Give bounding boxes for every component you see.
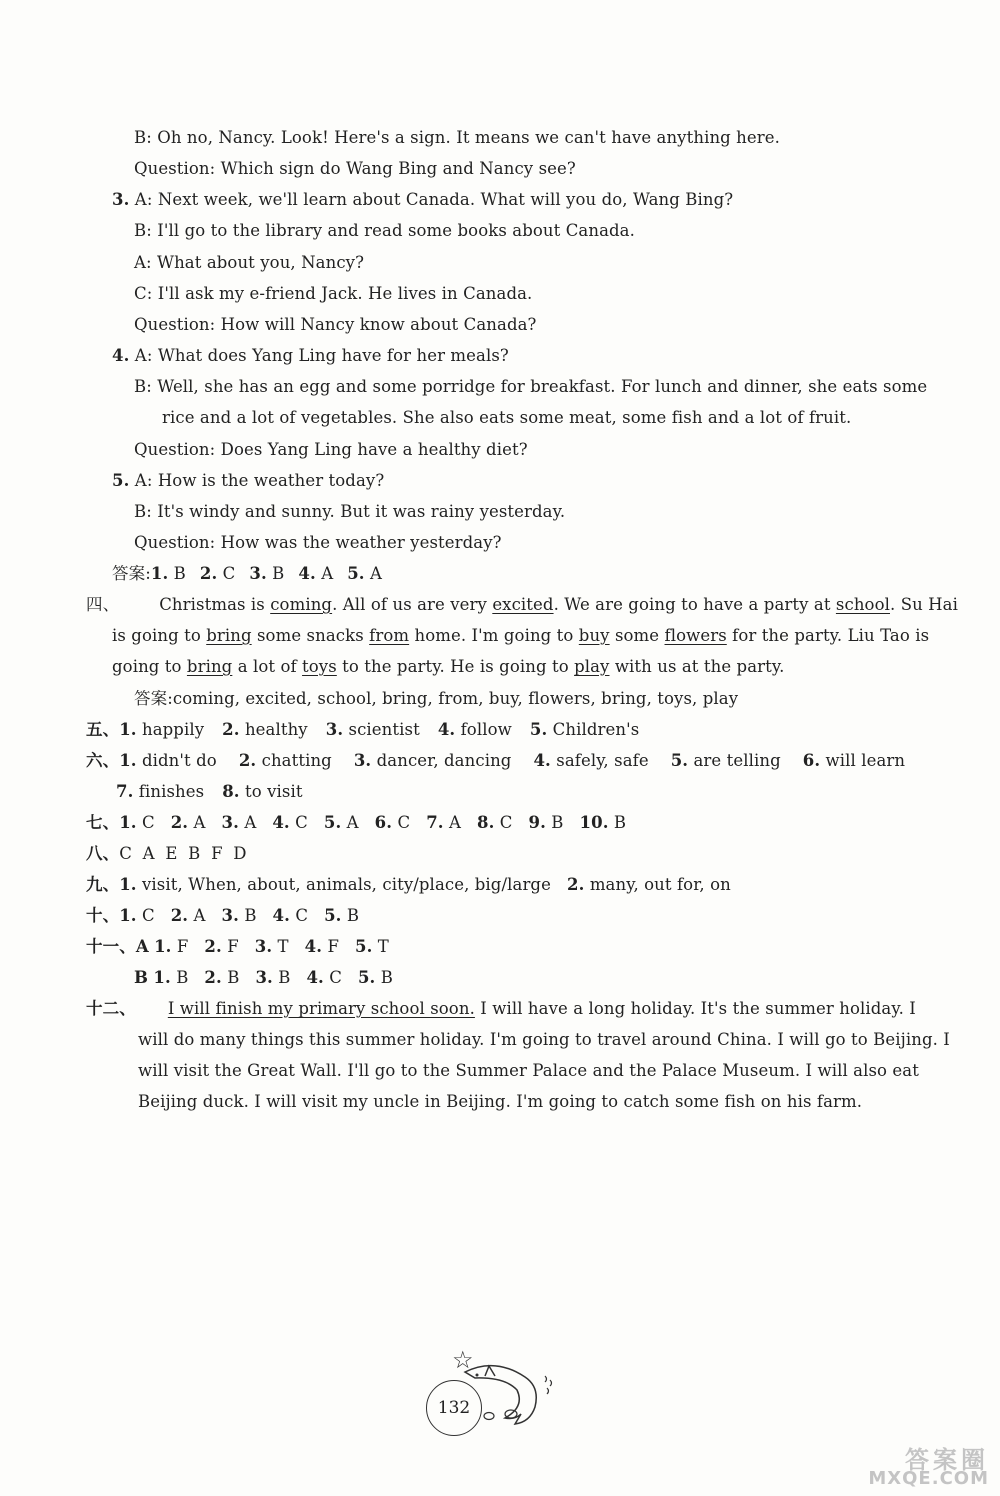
item-number: 1. [119, 720, 137, 739]
item-value: C [392, 813, 411, 832]
item-value: B [170, 968, 189, 987]
item-number: 3. [255, 968, 273, 987]
item-number: 10. [579, 813, 609, 832]
answer-list [119, 813, 626, 832]
answer-text: many, out for, on [589, 875, 731, 894]
item-number: 7. [116, 782, 134, 801]
item-number: 1. [153, 968, 171, 987]
passage-text [159, 595, 958, 614]
answer-item [119, 720, 204, 739]
answer-item [272, 813, 308, 832]
item-value: finishes [133, 782, 205, 801]
item-number: 4. [306, 968, 324, 987]
answer-item [358, 968, 393, 987]
answer-text: coming, excited, school, bring, from, buy, flowers, bring, toys, play [172, 689, 739, 708]
answer-item [222, 782, 302, 801]
underlined-word: school [835, 595, 890, 614]
answer-list [119, 906, 359, 925]
answer-item [222, 813, 257, 832]
item-number: 1. [150, 564, 169, 583]
item-number: 3. [254, 937, 273, 956]
answer-item [355, 937, 389, 956]
answer-item [529, 813, 564, 832]
item-number: 5. [670, 751, 689, 770]
underlined-word: coming [270, 595, 333, 614]
item-value: C [217, 564, 236, 583]
passage-text: I will have a long holiday. It's the summer holiday. I [474, 999, 916, 1018]
passage-segment: . All of us are very [332, 595, 493, 614]
item-value: B [221, 968, 240, 987]
answer-item [200, 564, 236, 583]
underlined-word: excited [492, 595, 554, 614]
item-value: F [221, 937, 239, 956]
item-number: 2. [204, 968, 222, 987]
item-value: C [494, 813, 513, 832]
answer-item [530, 720, 639, 739]
dialog-line: B: I'll go to the library and read some books about Canada. [134, 221, 635, 240]
answer-item [803, 751, 905, 770]
section-label: 八、 [86, 844, 120, 863]
item-number: 3. [325, 720, 344, 739]
item-value: B [545, 813, 564, 832]
item-value: didn't do [136, 751, 217, 770]
part-label: B [134, 968, 149, 987]
item-number: 5. [355, 937, 373, 956]
section-label: 十、 [86, 906, 120, 925]
item-number: 5. [357, 968, 376, 987]
passage-text [112, 626, 929, 645]
item-value: C [136, 813, 155, 832]
passage-segment: to the party. He is going to [336, 657, 575, 676]
item-number: 5. [347, 564, 365, 583]
passage-segment: some [609, 626, 665, 645]
item-number: 5. [323, 813, 342, 832]
section-label: 五、 [86, 720, 120, 739]
item-number: 4. [112, 346, 130, 365]
section-label: 六、 [86, 751, 120, 770]
item-value: dancer, dancing [371, 751, 512, 770]
answer-item [273, 906, 309, 925]
answer-item [326, 720, 420, 739]
dialog-line: A: What does Yang Ling have for her meals? [134, 346, 509, 365]
dialog-line: B: It's windy and sunny. But it was rainy yesterday. [134, 502, 566, 521]
item-value: F [322, 937, 339, 956]
passage-segment: home. I'm going to [409, 626, 579, 645]
answer-item [119, 906, 155, 925]
section-4-line-1 [86, 594, 958, 616]
item-value: B [608, 813, 627, 832]
item-number: 2. [222, 720, 240, 739]
item-number: 5. [529, 720, 548, 739]
section-12-line-1 [86, 998, 916, 1020]
answer-item [438, 720, 512, 739]
star-icon: ☆ [452, 1346, 474, 1374]
item-value: B [375, 968, 393, 987]
item-number: 4. [298, 564, 316, 583]
section-label: 九、 [86, 875, 120, 894]
item-value: A [188, 906, 206, 925]
item-number: 8. [222, 782, 240, 801]
answer-item [153, 968, 188, 987]
answer-row [112, 563, 382, 585]
part-label: A [135, 937, 149, 956]
passage-segment: going to [112, 657, 187, 676]
underlined-word: bring [186, 657, 233, 676]
passage-text [112, 657, 784, 676]
answer-text: visit, When, about, animals, city/place, big/large [142, 875, 551, 894]
answer-item [477, 813, 513, 832]
answer-item [305, 937, 339, 956]
item-number: 1. [119, 906, 137, 925]
answer-item [324, 906, 359, 925]
answer-item [119, 813, 155, 832]
item-number: 4. [437, 720, 456, 739]
item-number: 4. [272, 813, 290, 832]
question-line: Question: How will Nancy know about Canada? [134, 315, 537, 334]
underlined-word: buy [578, 626, 610, 645]
item-number: 4. [533, 751, 551, 770]
dialog-line: B: Oh no, Nancy. Look! Here's a sign. It means we can't have anything here. [134, 128, 780, 147]
item-value: will learn [820, 751, 906, 770]
answer-label: 答案: [134, 689, 173, 708]
passage-segment: . We are going to have a party at [553, 595, 836, 614]
item-number: 6. [802, 751, 821, 770]
answer-item [239, 751, 332, 770]
item-value: safely, safe [550, 751, 649, 770]
passage-segment: a lot of [232, 657, 303, 676]
dialog-line: A: What about you, Nancy? [134, 253, 365, 272]
passage-segment: . Su Hai [890, 595, 958, 614]
watermark-en: MXQE.COM [868, 1468, 989, 1489]
section-11-b [134, 967, 393, 989]
watermark [800, 1440, 995, 1492]
section-label: 十二、 [86, 999, 136, 1018]
dialog-line: A: Next week, we'll learn about Canada. What will you do, Wang Bing? [134, 190, 734, 209]
item-value: B [266, 564, 285, 583]
passage-segment: is going to [112, 626, 207, 645]
dialog-line: C: I'll ask my e-friend Jack. He lives in Canada. [134, 284, 533, 303]
item-value: A [238, 813, 257, 832]
answer-item [171, 813, 206, 832]
section-label: 七、 [86, 813, 120, 832]
section-12-line-4: Beijing duck. I will visit my uncle in Beijing. I'm going to catch some fish on his farm. [138, 1092, 863, 1111]
question-line: Question: Does Yang Ling have a healthy diet? [134, 440, 528, 459]
item-value: to visit [239, 782, 303, 801]
item-value: C [136, 906, 155, 925]
answer-row [134, 688, 738, 710]
section-label: 四、 [86, 595, 120, 614]
underlined-word: bring [206, 626, 252, 645]
item-value: follow [455, 720, 512, 739]
answer-item [298, 564, 333, 583]
section-6-cont [116, 781, 303, 803]
answer-label: 答案: [112, 564, 151, 583]
item-value: A [443, 813, 461, 832]
answer-item [154, 937, 188, 956]
item-number: 3. [221, 906, 239, 925]
answer-item [671, 751, 781, 770]
item-number: 5. [112, 471, 130, 490]
item-5 [112, 470, 384, 492]
passage-segment: Christmas is [159, 595, 271, 614]
answer-item [204, 937, 238, 956]
answer-list [154, 937, 389, 956]
answer-item [533, 751, 648, 770]
item-number: 1. [119, 813, 137, 832]
item-number: 1. [154, 937, 172, 956]
answer-item [222, 906, 257, 925]
section-10 [86, 905, 359, 927]
item-number: 2. [567, 875, 585, 894]
item-number: 4. [304, 937, 323, 956]
item-value: B [341, 906, 360, 925]
section-12-line-3: will visit the Great Wall. I'll go to the Summer Palace and the Palace Museum. I will also eat [138, 1061, 919, 1080]
answer-item [116, 782, 204, 801]
section-4-line-2 [112, 625, 929, 647]
item-number: 6. [374, 813, 393, 832]
section-12-line-2: will do many things this summer holiday. I'm going to travel around China. I will go to Beijing. I [138, 1030, 950, 1049]
item-number: 8. [477, 813, 495, 832]
underlined-word: play [574, 657, 610, 676]
item-number: 1. [119, 875, 137, 894]
item-value: B [238, 906, 257, 925]
answer-item [255, 968, 290, 987]
item-value: chatting [256, 751, 332, 770]
underlined-word: flowers [664, 626, 727, 645]
answer-item [249, 564, 284, 583]
item-value: T [372, 937, 389, 956]
item-number: 2. [238, 751, 257, 770]
answer-item [119, 751, 217, 770]
answer-item [255, 937, 289, 956]
dialog-line: A: How is the weather today? [134, 471, 385, 490]
section-8 [86, 843, 247, 865]
item-number: 2. [199, 564, 218, 583]
item-number: 2. [170, 906, 189, 925]
underlined-sentence: I will finish my primary school soon. [167, 999, 475, 1018]
item-value: F [171, 937, 189, 956]
item-value: A [188, 813, 206, 832]
item-number: 1. [119, 751, 137, 770]
answer-item [222, 720, 308, 739]
passage-segment: with us at the party. [609, 657, 785, 676]
answer-list [119, 720, 639, 739]
page-number: 132 [426, 1380, 482, 1436]
dialog-line: B: Well, she has an egg and some porridge for breakfast. For lunch and dinner, she eats some [134, 377, 928, 396]
item-number: 3. [249, 564, 267, 583]
item-value: A [364, 564, 383, 583]
item-value: healthy [239, 720, 308, 739]
watermark-cn: 答案圈 [905, 1446, 989, 1474]
question-line: Question: How was the weather yesterday? [134, 533, 502, 552]
answer-item [306, 968, 342, 987]
item-value: A [341, 813, 359, 832]
item-value: C [289, 813, 308, 832]
answer-item [347, 564, 382, 583]
dialog-line-continued: rice and a lot of vegetables. She also eats some meat, some fish and a lot of fruit. [162, 408, 852, 427]
answer-item [580, 813, 627, 832]
item-4 [112, 345, 509, 367]
answer-list [151, 564, 382, 583]
item-number: 2. [204, 937, 222, 956]
underlined-word: toys [302, 657, 337, 676]
answer-item [375, 813, 411, 832]
item-number: 3. [221, 813, 239, 832]
answer-list [153, 968, 393, 987]
answer-item [426, 813, 461, 832]
item-number: 3. [353, 751, 372, 770]
passage-segment: for the party. Liu Tao is [726, 626, 930, 645]
item-3 [112, 189, 733, 211]
item-value: happily [136, 720, 205, 739]
item-value: scientist [343, 720, 420, 739]
item-number: 3. [112, 190, 130, 209]
item-value: A [315, 564, 334, 583]
item-number: 7. [426, 813, 444, 832]
answer-item [151, 564, 186, 583]
answer-item [324, 813, 359, 832]
item-value: Children's [547, 720, 640, 739]
section-9 [86, 874, 731, 896]
answer-text: C A E B F D [119, 844, 247, 863]
item-value: are telling [688, 751, 781, 770]
section-5 [86, 719, 639, 741]
underlined-word: from [369, 626, 410, 645]
section-7 [86, 812, 626, 834]
section-11 [86, 936, 389, 958]
answer-list [116, 782, 303, 801]
answer-item [354, 751, 512, 770]
section-4-line-3 [112, 656, 784, 678]
item-value: B [168, 564, 186, 583]
item-value: C [323, 968, 342, 987]
item-number: 2. [170, 813, 189, 832]
section-6 [86, 750, 905, 772]
section-label: 十一、 [86, 937, 136, 956]
answer-list [119, 751, 905, 770]
passage-segment: some snacks [251, 626, 370, 645]
question-line: Question: Which sign do Wang Bing and Nancy see? [134, 159, 576, 178]
item-value: B [272, 968, 291, 987]
item-number: 9. [528, 813, 546, 832]
item-number: 4. [272, 906, 290, 925]
answer-item [171, 906, 206, 925]
answer-item [204, 968, 239, 987]
item-number: 5. [324, 906, 342, 925]
item-value: C [289, 906, 309, 925]
item-value: T [272, 937, 289, 956]
